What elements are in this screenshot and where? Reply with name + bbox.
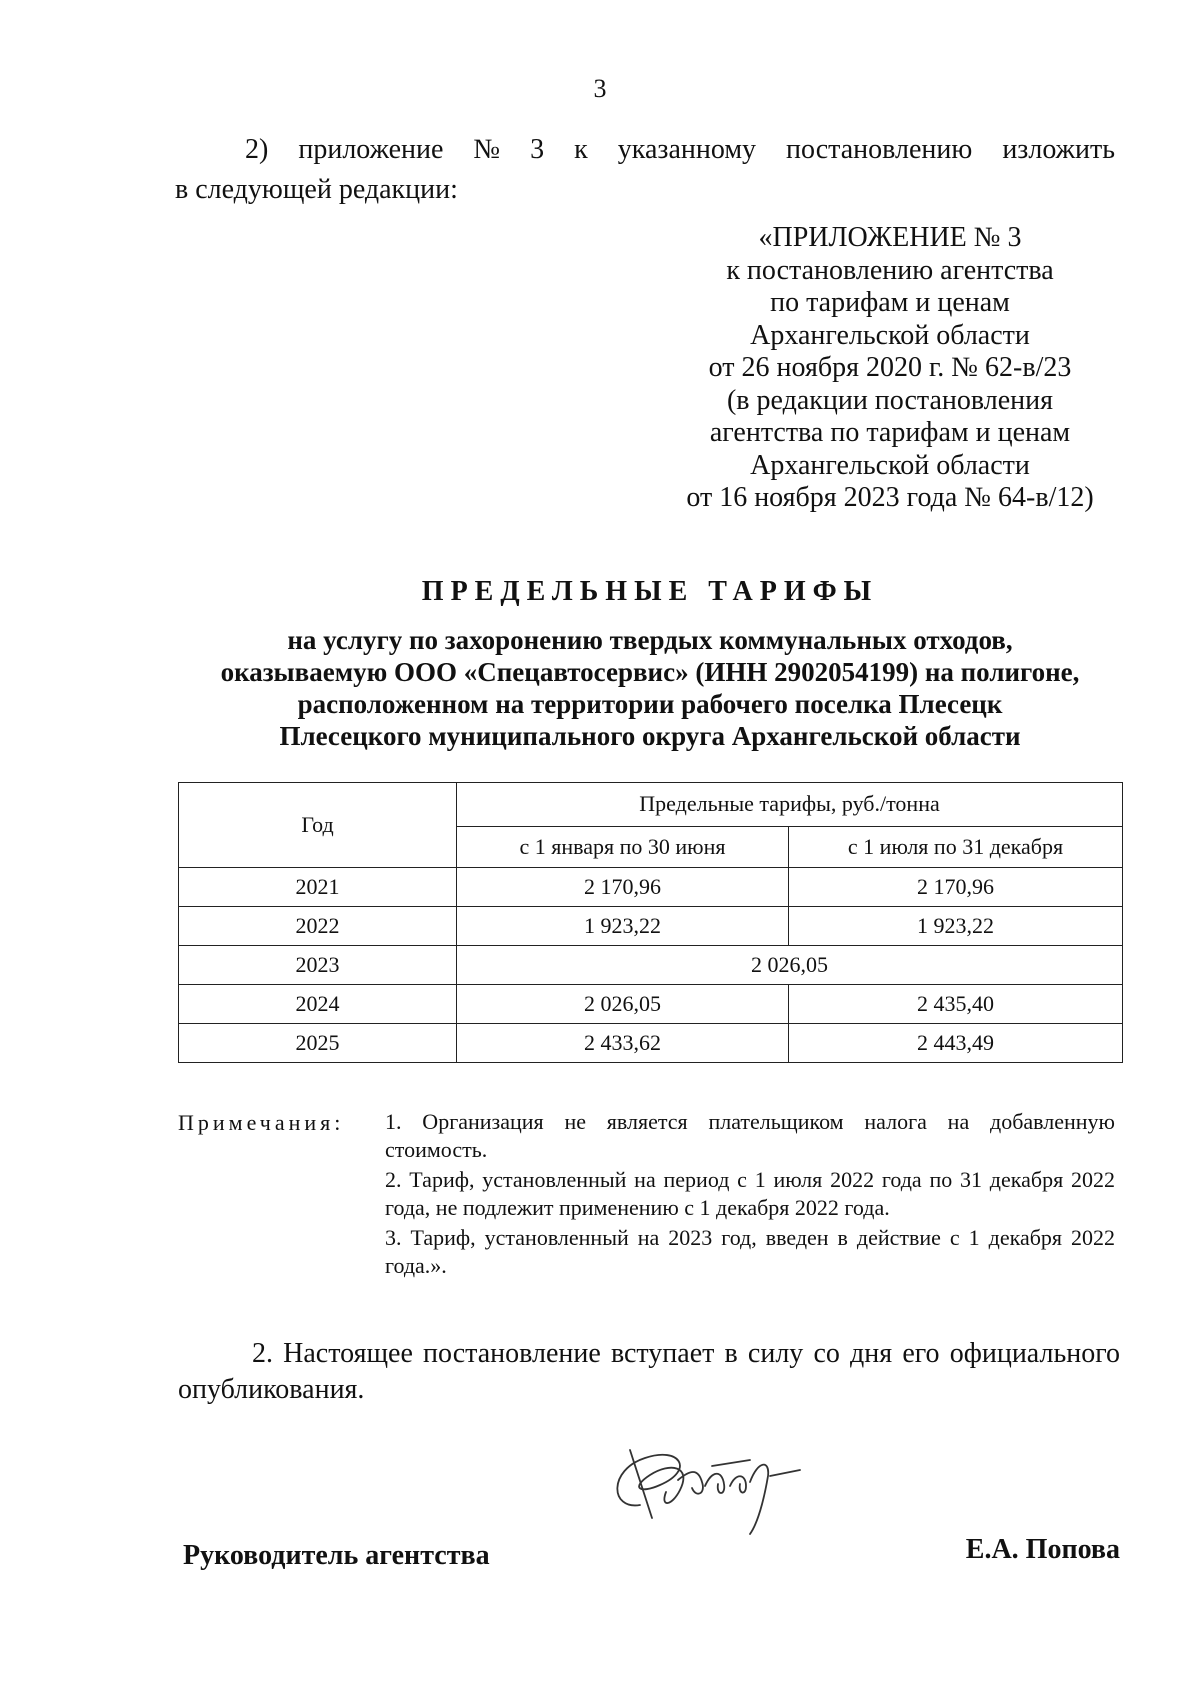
subtitle-line: на услугу по захоронению твердых коммунальных отходов, [287, 625, 1013, 655]
intro-word: 2) [245, 134, 269, 165]
subtitle-line: Плесецкого муниципального округа Архангельской области [279, 721, 1021, 751]
handwritten-signature [600, 1430, 830, 1540]
appendix-line: к постановлению агентства [726, 254, 1054, 286]
appendix-line: от 26 ноября 2020 г. № 62-в/23 [708, 352, 1072, 383]
cell-year: 2022 [179, 907, 457, 946]
intro-word: изложить [1002, 134, 1115, 165]
intro-line-2: в следующей редакции: [175, 174, 458, 205]
final-clause-line-1: 2. Настоящее постановление вступает в силу со дня его официального [252, 1338, 1120, 1369]
notes-list [385, 1108, 1115, 1282]
signatory-title: Руководитель агентства [183, 1540, 490, 1571]
appendix-line: агентства по тарифам и ценам [709, 417, 1071, 448]
header-second-half: с 1 июля по 31 декабря [789, 826, 1123, 868]
table-row [179, 868, 1123, 907]
table-row [179, 907, 1123, 946]
table-row [179, 985, 1123, 1024]
appendix-line: (в редакции постановления [726, 384, 1054, 416]
appendix-line: Архангельской области [750, 319, 1030, 351]
document-subtitle [175, 624, 1125, 752]
cell-year: 2021 [179, 868, 457, 907]
cell-full-year: 2 026,05 [457, 946, 1123, 985]
document-title: ПРЕДЕЛЬНЫЕ ТАРИФЫ [421, 576, 879, 607]
appendix-line: «ПРИЛОЖЕНИЕ № 3 [758, 222, 1022, 253]
intro-line-1 [175, 130, 1115, 170]
table-row [179, 946, 1123, 985]
note-item: 1. Организация не является плательщиком налога на добавленную стоимость. [385, 1109, 1115, 1162]
intro-word: 3 [530, 134, 545, 165]
cell-second-half: 2 443,49 [789, 1024, 1123, 1063]
intro-word: к [574, 134, 588, 165]
note-item: 2. Тариф, установленный на период с 1 июля 2022 года по 31 декабря 2022 года, не подлежит применению с 1 декабря 2022 года. [385, 1167, 1115, 1220]
appendix-line: от 16 ноября 2023 года № 64-в/12) [686, 482, 1094, 513]
intro-word: № [473, 134, 501, 165]
cell-second-half: 1 923,22 [789, 907, 1123, 946]
subtitle-line: расположенном на территории рабочего поселка Плесецк [297, 689, 1003, 719]
header-tariff-group: Предельные тарифы, руб./тонна [457, 783, 1123, 827]
signatory-name: Е.А. Попова [965, 1534, 1120, 1565]
cell-first-half: 2 170,96 [457, 868, 789, 907]
note-item: 3. Тариф, установленный на 2023 год, введен в действие с 1 декабря 2022 года.». [385, 1225, 1115, 1278]
cell-year: 2025 [179, 1024, 457, 1063]
cell-first-half: 2 433,62 [457, 1024, 789, 1063]
cell-year: 2023 [179, 946, 457, 985]
table-row [179, 1024, 1123, 1063]
header-year: Год [179, 783, 457, 868]
cell-first-half: 2 026,05 [457, 985, 789, 1024]
subtitle-line: оказываемую ООО «Спецавтосервис» (ИНН 2902054199) на полигоне, [220, 657, 1080, 687]
intro-paragraph [175, 130, 1115, 210]
appendix-reference [640, 222, 1140, 515]
page-number: 3 [593, 74, 607, 103]
cell-second-half: 2 170,96 [789, 868, 1123, 907]
final-clause-line-2: опубликования. [178, 1374, 365, 1405]
cell-first-half: 1 923,22 [457, 907, 789, 946]
intro-word: указанному [617, 134, 757, 165]
tariff-table [178, 782, 1123, 1063]
appendix-line: Архангельской области [750, 449, 1030, 481]
intro-word: постановлению [786, 134, 973, 165]
header-first-half: с 1 января по 30 июня [457, 826, 789, 868]
cell-year: 2024 [179, 985, 457, 1024]
final-clause [178, 1336, 1120, 1408]
intro-word: приложение [298, 134, 444, 165]
cell-second-half: 2 435,40 [789, 985, 1123, 1024]
appendix-line: по тарифам и ценам [770, 287, 1010, 318]
notes-label: Примечания: [178, 1110, 345, 1135]
